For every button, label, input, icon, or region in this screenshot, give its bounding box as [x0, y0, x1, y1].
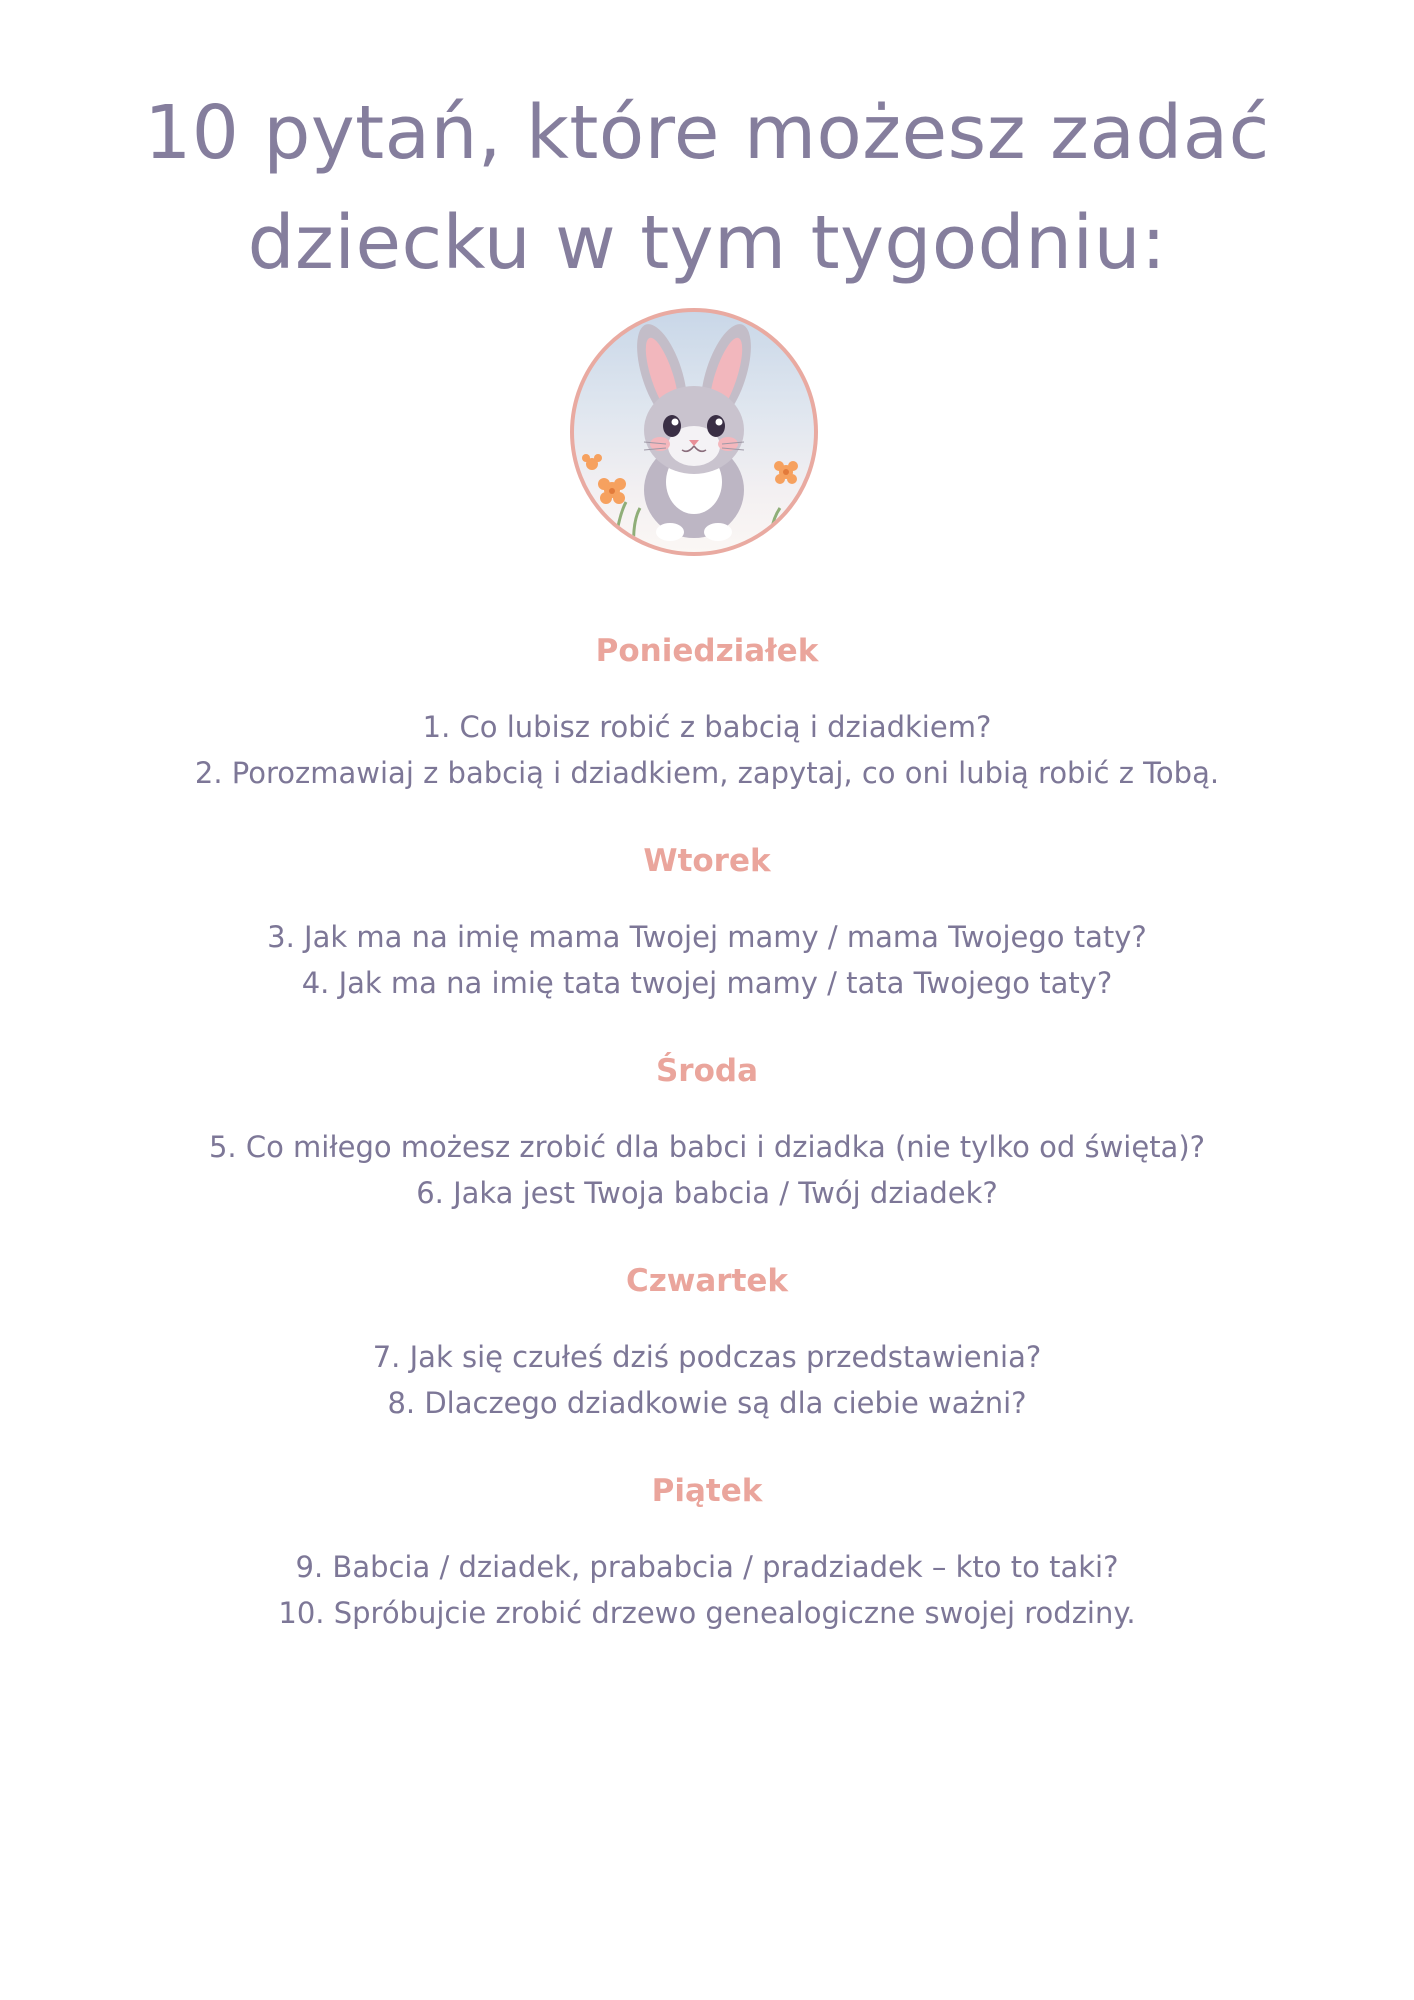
questions: [0, 1544, 1414, 1636]
questions: [0, 1334, 1414, 1426]
day-heading: Czwartek: [625, 1263, 789, 1299]
day-section-friday: [0, 1455, 1414, 1636]
day-section-wednesday: [0, 1035, 1414, 1216]
question-item: 8. Dlaczego dziadkowie są dla ciebie ważni?: [387, 1386, 1027, 1420]
bunny-illustration: [570, 308, 818, 556]
day-heading: Wtorek: [643, 843, 771, 879]
question-item: 4. Jak ma na imię tata twojej mamy / tata Twojego taty?: [301, 966, 1113, 1000]
question-item: 2. Porozmawiaj z babcią i dziadkiem, zapytaj, co oni lubią robić z Tobą.: [194, 756, 1220, 790]
page-title: [0, 78, 1414, 298]
day-section-monday: [0, 615, 1414, 796]
day-heading: Środa: [655, 1053, 759, 1089]
question-item: 5. Co miłego możesz zrobić dla babci i dziadka (nie tylko od święta)?: [208, 1130, 1206, 1164]
title-line-1: 10 pytań, które możesz zadać: [144, 90, 1270, 176]
bunny-icon: [574, 312, 814, 552]
day-section-tuesday: [0, 825, 1414, 1006]
question-list: [0, 615, 1414, 1665]
title-line-2: dziecku w tym tygodniu:: [247, 200, 1167, 286]
questions: [0, 914, 1414, 1006]
day-section-thursday: [0, 1245, 1414, 1426]
question-item: 9. Babcia / dziadek, prababcia / pradziadek – kto to taki?: [295, 1550, 1119, 1584]
question-item: 1. Co lubisz robić z babcią i dziadkiem?: [422, 710, 992, 744]
question-item: 10. Spróbujcie zrobić drzewo genealogiczne swojej rodziny.: [278, 1596, 1136, 1630]
questions: [0, 704, 1414, 796]
day-heading: Piątek: [651, 1473, 763, 1509]
questions: [0, 1124, 1414, 1216]
question-item: 3. Jak ma na imię mama Twojej mamy / mama Twojego taty?: [267, 920, 1147, 954]
day-heading: Poniedziałek: [595, 633, 819, 669]
question-item: 7. Jak się czułeś dziś podczas przedstawienia?: [372, 1340, 1042, 1374]
question-item: 6. Jaka jest Twoja babcia / Twój dziadek?: [416, 1176, 998, 1210]
